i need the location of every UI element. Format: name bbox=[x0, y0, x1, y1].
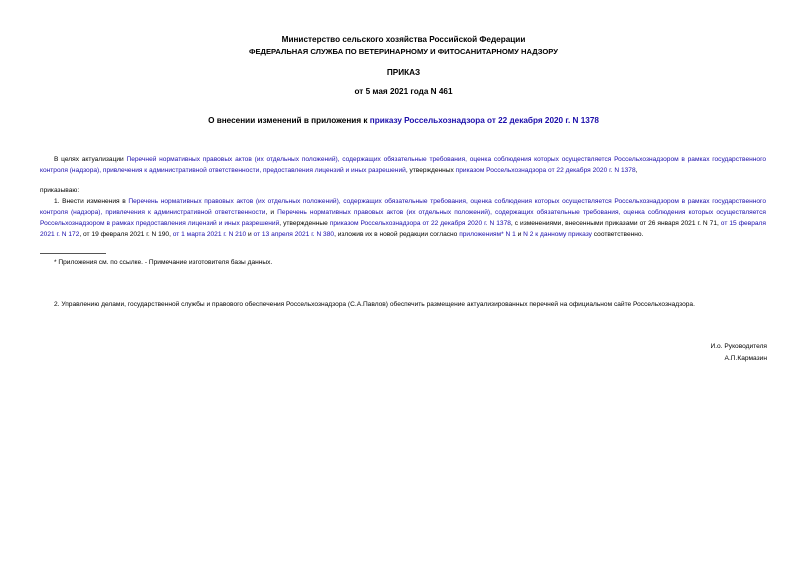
preamble-text-3: , bbox=[635, 167, 638, 174]
preamble-lists-link[interactable]: Перечней нормативных правовых актов (их отдельных положений), содержащих обязательные требования, оценка соблюдения которых осуществляется Россельхознадзором в рамках государственного контроля (надзора), привлечения к административной ответственности, предоставления лицензий и иных разрешений bbox=[40, 156, 766, 174]
item1-list-1-link[interactable]: Перечень нормативных правовых актов (их отдельных положений), содержащих обязательные требования, оценка соблюдения которых осуществляется Россельхознадзором в рамках государственного контроля (надзора), привлечения к административной ответственности bbox=[40, 198, 766, 216]
item1-text-9: соответственно. bbox=[591, 231, 644, 238]
title-text: О внесении изменений в приложения к bbox=[208, 116, 370, 125]
signature-position: И.о. Руководителя bbox=[710, 343, 767, 350]
preamble-paragraph bbox=[40, 154, 766, 176]
item1-text-3: , утвержденные bbox=[279, 220, 330, 227]
service-name: ФЕДЕРАЛЬНАЯ СЛУЖБА ПО ВЕТЕРИНАРНОМУ И ФИТОСАНИТАРНОМУ НАДЗОРУ bbox=[249, 47, 558, 56]
item1-appendix-1-link[interactable]: приложениям* N 1 bbox=[459, 231, 516, 238]
item1-text-7: , изложив их в новой редакции согласно bbox=[334, 231, 460, 238]
document-date-number: от 5 мая 2021 года N 461 bbox=[354, 87, 453, 96]
item1-text-2: , и bbox=[265, 209, 278, 216]
item-2-paragraph: 2. Управлению делами, государственной службы и правового обеспечения Россельхознадзора (С.А.Павлов) обеспечить размещение актуализированных перечней на официальном сайте Россельхознадзора. bbox=[54, 301, 695, 308]
preamble-order-link[interactable]: приказом Россельхознадзора от 22 декабря 2020 г. N 1378 bbox=[455, 167, 636, 174]
item1-text-1: 1. Внести изменения в bbox=[54, 198, 129, 205]
item1-appendix-2-link[interactable]: N 2 к данному приказу bbox=[523, 231, 592, 238]
item1-text-8: и bbox=[515, 231, 524, 238]
item1-text-6: и bbox=[246, 231, 254, 238]
item1-list-2-link[interactable]: Перечень нормативных правовых актов (их отдельных положений), содержащих обязательные требования, оценка соблюдения которых осуществляется Россельхознадзором в рамках предоставления лицензий и иных разрешений bbox=[40, 209, 766, 227]
item-1-paragraph bbox=[40, 196, 766, 240]
order-word: приказываю: bbox=[40, 187, 80, 194]
item1-order-210-link[interactable]: от 1 марта 2021 г. N 210 bbox=[172, 231, 247, 238]
footnote-text: * Приложения см. по ссылке. - Примечание изготовителя базы данных. bbox=[54, 259, 273, 266]
ministry-name: Министерство сельского хозяйства Российской Федерации bbox=[281, 35, 526, 44]
item1-order-172-link[interactable]: от 15 февраля 2021 г. N 172 bbox=[40, 220, 766, 238]
item1-order-1378-link[interactable]: приказом Россельхознадзора от 22 декабря 2020 г. N 1378 bbox=[329, 220, 511, 227]
preamble-text-2: , утвержденных bbox=[405, 167, 456, 174]
signature-name: А.П.Кармазин bbox=[724, 355, 767, 362]
preamble-text-1: В целях актуализации bbox=[54, 156, 127, 163]
title-order-link[interactable]: приказу Россельхознадзора от 22 декабря 2020 г. N 1378 bbox=[369, 116, 599, 125]
item1-order-380-link[interactable]: от 13 апреля 2021 г. N 380 bbox=[253, 231, 335, 238]
item1-text-4: , с изменениями, внесенными приказами от 26 января 2021 г. N 71, bbox=[510, 220, 721, 227]
document-title bbox=[0, 116, 807, 125]
document-type: ПРИКАЗ bbox=[386, 68, 421, 77]
footnote-divider bbox=[40, 253, 106, 254]
item1-text-5: , от 19 февраля 2021 г. N 190, bbox=[79, 231, 173, 238]
